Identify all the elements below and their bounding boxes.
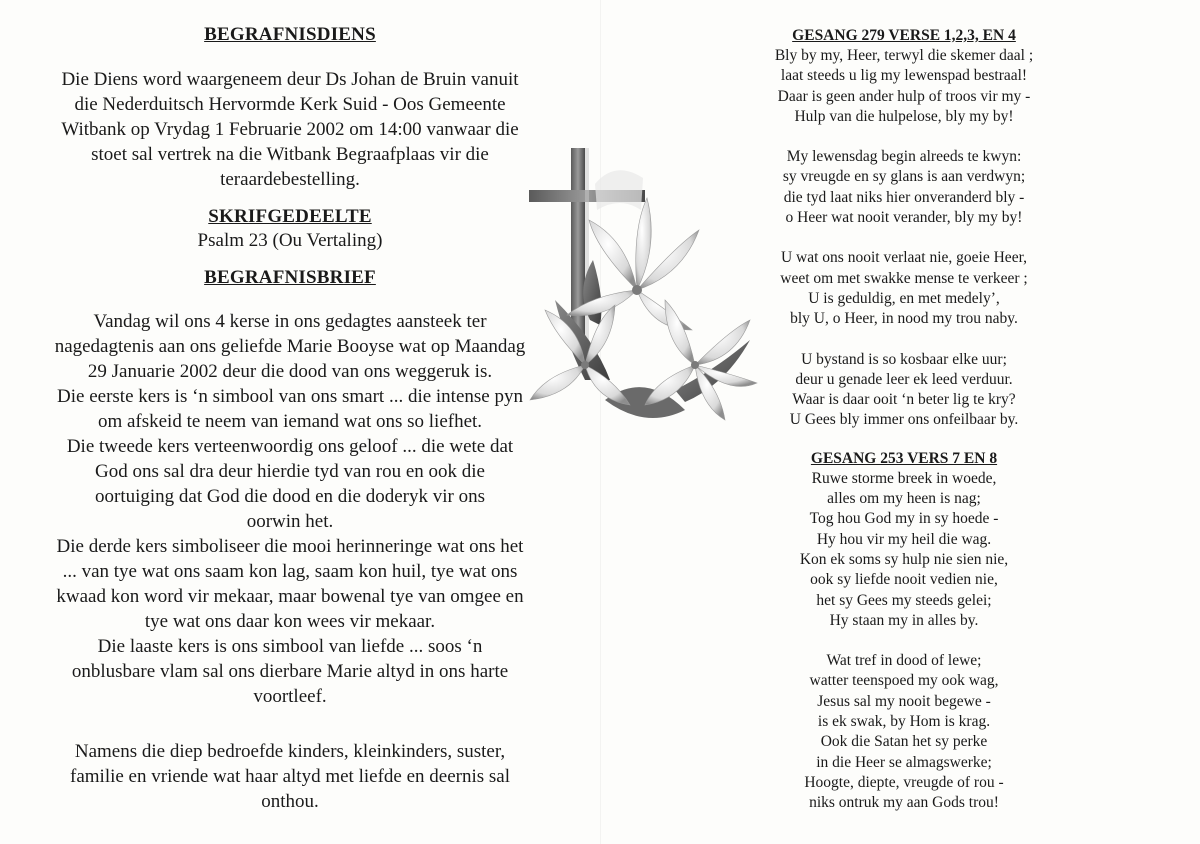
verse-line: Hy hou vir my heil die wag.: [816, 530, 992, 548]
hymn-279-verse-3: [728, 248, 1080, 329]
verse-line: Ook die Satan het sy perke: [820, 733, 988, 751]
verse-line: laat steeds u lig my lewenspad bestraal!: [780, 67, 1028, 85]
verse-line: niks ontruk my aan Gods trou!: [809, 794, 999, 812]
verse-line: ook sy liefde nooit vedien nie,: [810, 571, 998, 589]
letter-line: Vandag wil ons 4 kerse in ons gedagtes aansteek ter: [93, 311, 487, 332]
verse-line: Waar is daar ooit ‘n beter lig te kry?: [792, 391, 1016, 409]
verse-line: sy vreugde en sy glans is aan verdwyn;: [782, 168, 1026, 186]
hymn-279-title: GESANG 279 VERSE 1,2,3, EN 4: [792, 27, 1016, 44]
verse-line: U is geduldig, en met medely’,: [808, 289, 1000, 307]
letter-line: God ons sal dra deur hierdie tyd van rou en ook die: [95, 461, 485, 482]
heading-begrafnisbrief: BEGRAFNISBRIEF: [204, 267, 376, 288]
letter-line: Die tweede kers verteenwoordig ons geloof ... die wete dat: [66, 436, 514, 457]
letter-line: Die derde kers simboliseer die mooi herinneringe wat ons het: [56, 536, 524, 557]
verse-line: Jesus sal my nooit begewe -: [817, 692, 991, 710]
letter-line: voortleef.: [253, 686, 327, 707]
service-line: Die Diens word waargeneem deur Ds Johan de Bruin vanuit: [61, 69, 519, 90]
verse-line: weet om met swakke mense te verkeer ;: [780, 269, 1028, 287]
hymn-279-verse-1: [728, 46, 1080, 127]
letter-line: kwaad kon word vir mekaar, maar bowenal tye van omgee en: [56, 586, 524, 607]
cross-icon: [529, 148, 645, 348]
service-line: Witbank op Vrydag 1 Februarie 2002 om 14:00 vanwaar die: [61, 119, 519, 140]
letter-line: Die eerste kers is ‘n simbool van ons smart ... die intense pyn: [57, 386, 523, 407]
verse-line: bly U, o Heer, in nood my trou naby.: [790, 310, 1018, 328]
left-column: [20, 20, 560, 814]
verse-line: watter teenspoed my ook wag,: [809, 672, 999, 690]
verse-line: My lewensdag begin alreeds te kwyn:: [786, 148, 1022, 166]
verse-line: o Heer wat nooit verander, bly my by!: [785, 209, 1023, 227]
service-details: [20, 67, 560, 192]
verse-line: Hulp van die hulpelose, bly my by!: [794, 107, 1014, 125]
closing-message: [20, 739, 560, 814]
hymn-253-verse-8: [728, 651, 1080, 813]
letter-line: onblusbare vlam sal ons dierbare Marie altyd in ons harte: [71, 661, 509, 682]
verse-line: Hy staan my in alles by.: [829, 611, 979, 629]
letter-line: oorwin het.: [246, 511, 334, 532]
service-line: stoet sal vertrek na die Witbank Begraafplaas vir die: [91, 144, 489, 165]
verse-line: in die Heer se almagswerke;: [816, 753, 992, 771]
letter-line: Die laaste kers is ons simbool van liefde ... soos ‘n: [97, 636, 483, 657]
funeral-letter: [20, 309, 560, 709]
hymn-279-verse-2: [728, 147, 1080, 228]
verse-line: Bly by my, Heer, terwyl die skemer daal ;: [774, 47, 1034, 64]
verse-line: is ek swak, by Hom is krag.: [817, 713, 991, 731]
letter-line: ... van tye wat ons saam kon lag, saam kon huil, tye wat ons: [62, 561, 518, 582]
letter-line: 29 Januarie 2002 deur die dood van ons weggeruk is.: [87, 361, 493, 382]
verse-line: die tyd laat niks hier onveranderd bly -: [783, 188, 1025, 206]
hymn-253-verse-7: [728, 469, 1080, 631]
scripture-reference: Psalm 23 (Ou Vertaling): [197, 230, 383, 251]
verse-line: Kon ek soms sy hulp nie sien nie,: [799, 550, 1009, 568]
heading-skrifgedeelte: SKRIFGEDEELTE: [208, 206, 372, 227]
verse-line: Daar is geen ander hulp of troos vir my -: [777, 87, 1031, 105]
hymn-253-title: GESANG 253 VERS 7 EN 8: [810, 449, 998, 467]
service-line: teraardebestelling.: [220, 169, 360, 190]
verse-line: Hoogte, diepte, vreugde of rou -: [804, 773, 1004, 791]
letter-line: tye wat ons daar kon wees vir mekaar.: [144, 611, 436, 632]
verse-line: U Gees bly immer ons onfeilbaar by.: [789, 411, 1019, 429]
verse-line: Tog hou God my in sy hoede -: [809, 510, 999, 528]
right-column: [728, 26, 1080, 814]
verse-line: Wat tref in dood of lewe;: [826, 652, 982, 670]
letter-line: om afskeid te neem van iemand wat ons so liefhet.: [97, 411, 483, 432]
verse-line: U wat ons nooit verlaat nie, goeie Heer,: [780, 249, 1027, 267]
letter-line: nagedagtenis aan ons geliefde Marie Booyse wat op Maandag: [54, 336, 526, 357]
hymn-279-verse-4: [728, 350, 1080, 431]
verse-line: Ruwe storme breek in woede,: [811, 469, 997, 487]
service-line: die Nederduitsch Hervormde Kerk Suid - Oos Gemeente: [74, 94, 506, 115]
heading-begrafnisdiens: BEGRAFNISDIENS: [204, 24, 376, 45]
verse-line: het sy Gees my steeds gelei;: [816, 591, 992, 609]
closing-line: familie en vriende wat haar altyd met liefde en deernis sal: [70, 766, 510, 787]
verse-line: U bystand is so kosbaar elke uur;: [801, 350, 1007, 368]
verse-line: alles om my heen is nag;: [827, 490, 981, 508]
letter-line: oortuiging dat God die dood en die doderyk vir ons: [95, 486, 485, 507]
closing-line: Namens die diep bedroefde kinders, kleinkinders, suster,: [74, 741, 506, 762]
verse-line: deur u genade leer ek leed verduur.: [795, 370, 1013, 388]
closing-line: onthou.: [261, 791, 319, 812]
